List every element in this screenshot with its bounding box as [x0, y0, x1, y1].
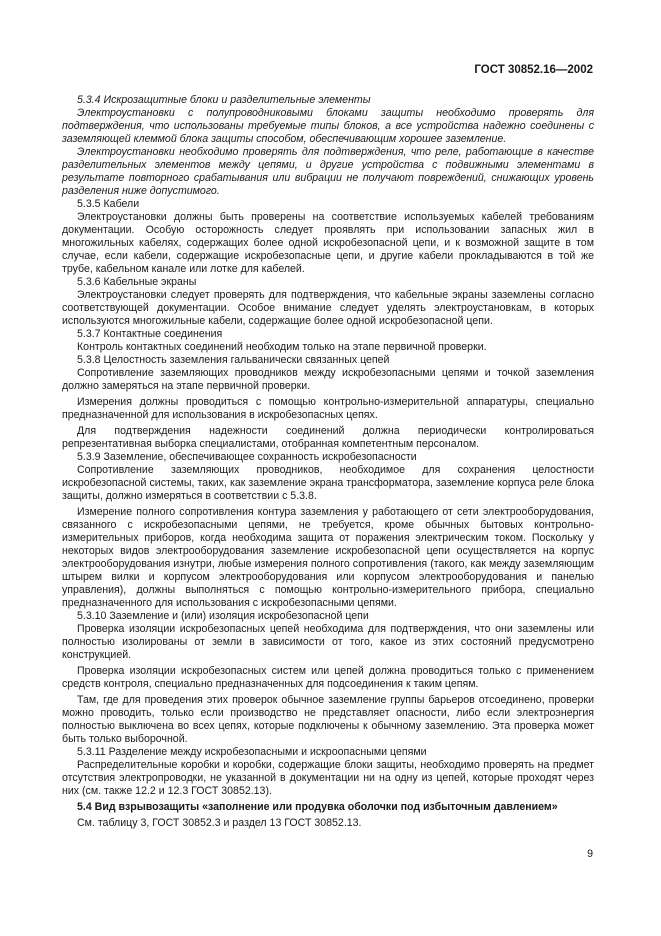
paragraph: Сопротивление заземляющих проводников между искробезопасными цепями и точкой заземления должно замеряться на этапе первичной проверки.: [62, 367, 594, 392]
paragraph: Электроустановки должны быть проверены на соответствие используемых кабелей требованиям документации. Особую осторожность следует проявлять при использовании запасных жил в многожильных кабелях, содержащих более одной искробезопасной цепи, и к возможной защите в том случае, если кабели, содержащие искробезопасные цепи, и другие кабели прокладываются в той же трубе, кабельном канале или лотке для кабелей.: [62, 211, 594, 275]
paragraph: Сопротивление заземляющих проводников, необходимое для сохранения целостности искробезопасной системы, таких, как заземление экрана трансформатора, заземление корпуса реле блока защиты, должно измеряться в соответствии с 5.3.8.: [62, 464, 594, 502]
page-number: 9: [587, 848, 593, 860]
paragraph: Распределительные коробки и коробки, содержащие блоки защиты, необходимо проверять на предмет отсутствия электропроводки, не указанной в документации ни на одну из цепей, которые проходят через них (см. также 12.2 и 12.3 ГОСТ 30852.13).: [62, 759, 594, 797]
section-heading-5-3-9: 5.3.9 Заземление, обеспечивающее сохранность искробезопасности: [77, 451, 417, 463]
section-heading-5-3-8: 5.3.8 Целостность заземления гальванически связанных цепей: [77, 354, 390, 366]
paragraph: Электроустановки с полупроводниковыми блоками защиты необходимо проверять для подтверждения, что использованы требуемые типы блоков, а все устройства надежно соединены с заземляющей клеммой блока защиты способом, обеспечивающим хорошее заземление.: [62, 107, 594, 145]
paragraph: Проверка изоляции искробезопасных систем или цепей должна проводиться только с применением средств контроля, специально предназначенных для подсоединения к таким цепям.: [62, 665, 594, 690]
section-heading-5-3-10: 5.3.10 Заземление и (или) изоляция искробезопасной цепи: [77, 610, 369, 622]
section-heading-5-3-7: 5.3.7 Контактные соединения: [77, 328, 223, 340]
paragraph: Электроустановки следует проверять для подтверждения, что кабельные экраны заземлены согласно соответствующей документации. Особое внимание следует уделять электроустановкам, в которых используются многожильные кабели, содержащие более одной искробезопасной цепи.: [62, 289, 594, 327]
paragraph: Электроустановки необходимо проверять для подтверждения, что реле, работающие в качестве разделительных элементов между цепями, и другие устройства с подвижными элементами в результате повторного срабатывания или вибрации не получают повреждений, снижающих уровень разделения ниже допустимого.: [62, 146, 594, 197]
document-body: [62, 94, 594, 830]
section-heading-5-3-6: 5.3.6 Кабельные экраны: [77, 276, 197, 288]
section-heading-5-3-4: 5.3.4 Искрозащитные блоки и разделительные элементы: [77, 94, 371, 106]
paragraph: Проверка изоляции искробезопасных цепей необходима для подтверждения, что они заземлены или полностью изолированы от земли в зависимости от того, какое из этих состояний предусмотрено конструкцией.: [62, 623, 594, 661]
paragraph: Контроль контактных соединений необходим только на этапе первичной проверки.: [77, 341, 487, 353]
paragraph: Для подтверждения надежности соединений должна периодически контролироваться репрезентативная выборка специалистами, отобранная компетентным персоналом.: [62, 425, 594, 450]
paragraph: Там, где для проведения этих проверок обычное заземление группы барьеров отсоединено, проверки можно проводить, только если производство не представляет опасности, либо если электроэнергия полностью выключена во всех цепях, которые подключены к обычному заземлению. Эта проверка может быть только выборочной.: [62, 694, 594, 745]
paragraph: Измерения должны проводиться с помощью контрольно-измерительной аппаратуры, специально предназначенной для использования в искробезопасных цепях.: [62, 396, 594, 421]
paragraph: См. таблицу 3, ГОСТ 30852.3 и раздел 13 ГОСТ 30852.13.: [77, 817, 362, 829]
document-header: ГОСТ 30852.16—2002: [474, 64, 593, 76]
section-heading-5-3-5: 5.3.5 Кабели: [77, 198, 140, 210]
section-heading-5-3-11: 5.3.11 Разделение между искробезопасными и искроопасными цепями: [77, 746, 427, 758]
section-heading-5-4: 5.4 Вид взрывозащиты «заполнение или продувка оболочки под избыточным давлением»: [77, 801, 558, 813]
paragraph: Измерение полного сопротивления контура заземления у работающего от сети электрооборудования, связанного с искробезопасными цепями, не требуется, кроме обычных бытовых контрольно-измерительных приборов, когда необходима защита от поражения электрическим током. Поскольку у некоторых видов электрооборудования заземление искробезопасной цепи осуществляется на корпус электрооборудования изнутри, любые измерения полного сопротивления (такого, как между заземляющим штырем вилки и корпусом электрооборудования или корпусом электрооборудования и панелью управления), должны выполняться с помощью контрольно-измерительного прибора, специально предназначенного для использования с искробезопасными цепями.: [62, 506, 594, 609]
